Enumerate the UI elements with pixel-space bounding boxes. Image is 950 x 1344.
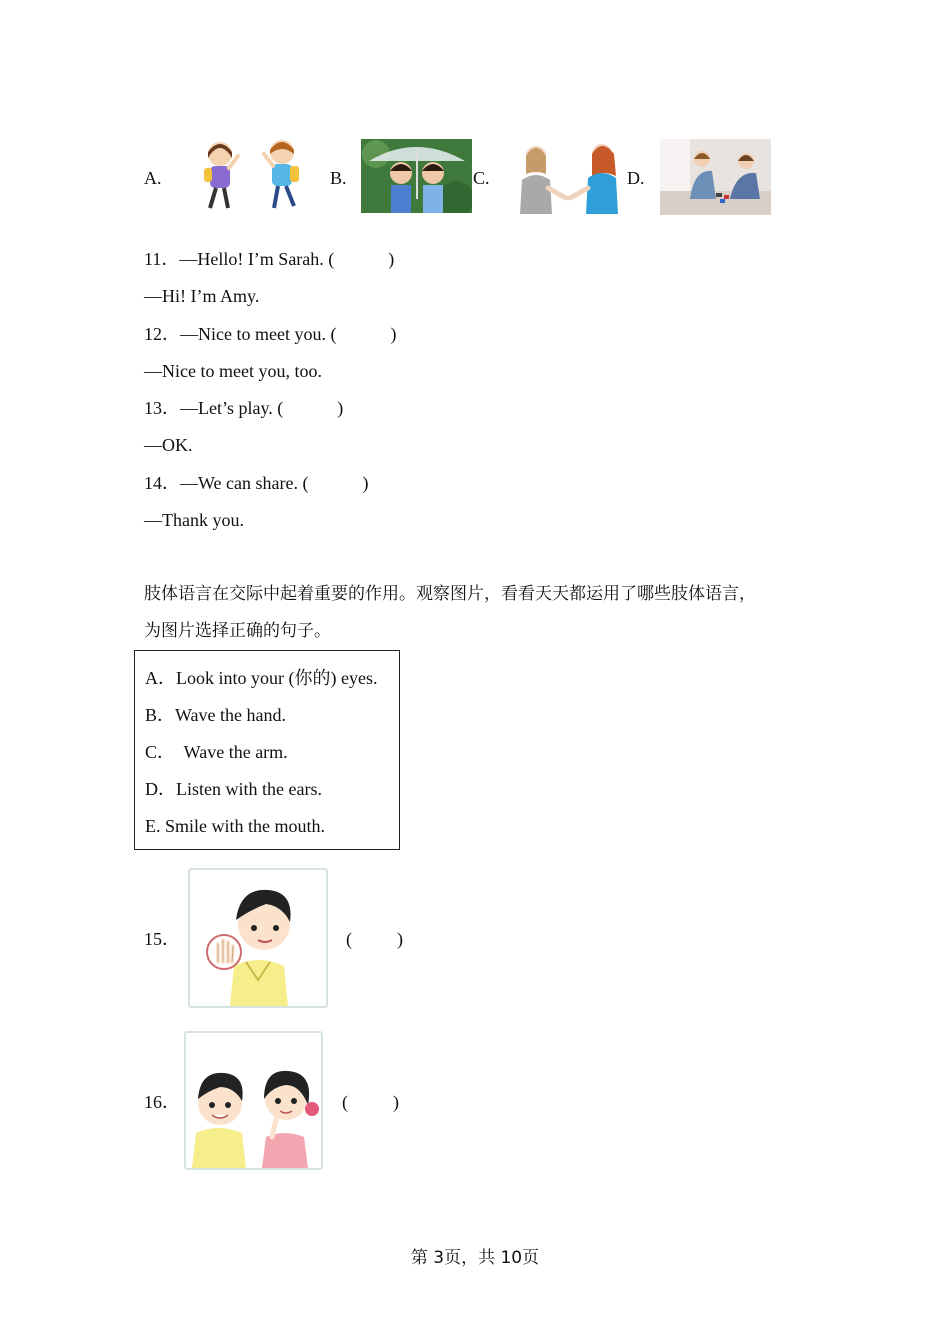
choice-e: E. Smile with the mouth. <box>145 816 325 836</box>
choice-box <box>134 650 400 850</box>
question-15-number: 15． <box>144 929 180 949</box>
answer-14: —Thank you. <box>144 510 244 530</box>
instruction-line-1: 肢体语言在交际中起着重要的作用。观察图片，看看天天都运用了哪些肢体语言， <box>144 584 756 604</box>
question-12: 12．—Nice to meet you. ( ) <box>144 324 397 344</box>
choice-a: A．Look into your (你的) eyes. <box>145 668 378 688</box>
option-d-label: D. <box>627 168 645 188</box>
question-11: 11．—Hello! I’m Sarah. ( ) <box>144 249 395 269</box>
option-b-label: B. <box>330 168 347 188</box>
question-13: 13．—Let’s play. ( ) <box>144 398 344 418</box>
instruction-line-2: 为图片选择正确的句子。 <box>144 621 331 641</box>
option-c-label: C. <box>473 168 490 188</box>
girls-umbrella-photo <box>361 139 472 213</box>
answer-11: —Hi! I’m Amy. <box>144 286 260 306</box>
choice-d: D．Listen with the ears. <box>145 779 322 799</box>
option-a-label: A. <box>144 168 162 188</box>
answer-12: —Nice to meet you, too. <box>144 361 322 381</box>
kids-waving-image <box>196 136 308 216</box>
answer-13: —OK. <box>144 435 193 455</box>
page-footer: 第 3页，共 10页 <box>410 1248 540 1268</box>
choice-b: B．Wave the hand. <box>145 705 287 725</box>
question-16-blank[interactable]: ( ) <box>342 1092 399 1112</box>
question-15-blank[interactable]: ( ) <box>346 929 403 949</box>
choice-c: C． Wave the arm. <box>145 742 288 762</box>
boys-playing-photo <box>660 139 771 215</box>
question-16-number: 16． <box>144 1092 180 1112</box>
handshake-photo <box>514 140 622 214</box>
question-14: 14．—We can share. ( ) <box>144 473 369 493</box>
boy-waving-hand-image <box>188 868 328 1008</box>
boy-girl-smiling-image <box>184 1031 323 1170</box>
